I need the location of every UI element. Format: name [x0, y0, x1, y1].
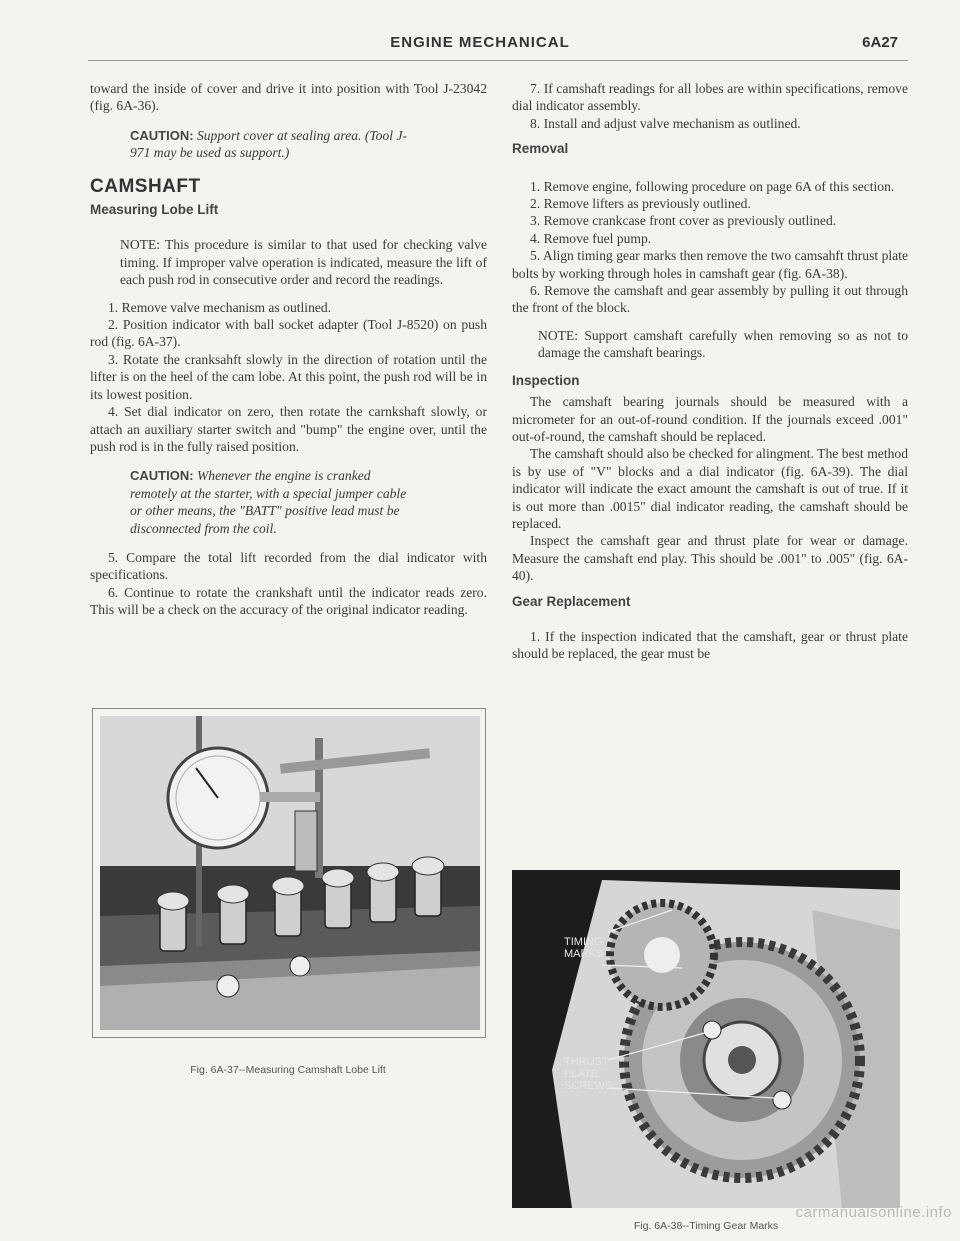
right-column [512, 80, 908, 663]
label-line: TIMING [564, 936, 603, 948]
header-rule [88, 60, 908, 61]
caution-text: Support cover at sealing area. (Tool J-971 may be used as support.) [130, 127, 408, 161]
subheading-gear-replacement: Gear Replacement [512, 593, 631, 609]
section-heading-camshaft: CAMSHAFT [90, 175, 201, 197]
inspection-paragraph-3: Inspect the camshaft gear and thrust plate for wear or damage. Measure the camshaft end play. This should be .001" to .005" (fig. 6A-40). [512, 533, 908, 584]
note-paragraph: NOTE: Support camshaft carefully when removing so as not to damage the camshaft bearings. [538, 327, 908, 361]
subheading-measuring-lobe-lift: Measuring Lobe Lift [90, 202, 219, 218]
step-2: 2. Position indicator with ball socket adapter (Tool J-8520) on push rod (fig. 6A-37). [90, 317, 487, 350]
subheading-inspection: Inspection [512, 372, 580, 388]
removal-step-2: 2. Remove lifters as previously outlined. [530, 196, 751, 212]
note-paragraph: NOTE: This procedure is similar to that used for checking valve timing. If improper valve operation is indicated, measure the lift of each push rod in consecutive order and record the readings. [120, 237, 487, 288]
step-4: 4. Set dial indicator on zero, then rotate the carnkshaft slowly, or attach an auxiliary starter switch and "bump" the engine over, until the push rod is in the fully raised position. [90, 404, 487, 454]
inspection-paragraph-1: The camshaft bearing journals should be measured with a micrometer for an out-of-round condition. If the journals exceed .001" out-of-round, the camshaft should be replaced. [512, 394, 908, 444]
caution-label: CAUTION: [130, 468, 194, 484]
figure-measuring-lobe-lift [100, 716, 480, 1030]
figure-caption: Fig. 6A-37--Measuring Camshaft Lobe Lift [190, 1064, 386, 1076]
label-timing-marks [564, 936, 603, 960]
removal-step-4: 4. Remove fuel pump. [530, 230, 652, 246]
caution-cranked-remotely [90, 467, 487, 537]
left-column [90, 80, 487, 619]
watermark: carmanualsonline.info [795, 1204, 952, 1221]
removal-step-1: 1. Remove engine, following procedure on page 6A of this section. [530, 178, 895, 194]
caution-text: Whenever the engine is cranked remotely at the starter, with a special jumper cable or other means, the "BATT" positive lead must be disconnected from the coil. [130, 468, 407, 536]
figure-timing-gear-marks [512, 870, 900, 1208]
dial-indicator-photo [100, 716, 480, 1030]
caution-support-cover [90, 127, 487, 162]
page-number: 6A27 [862, 34, 898, 51]
label-thrust-plate-screws [564, 1056, 612, 1092]
gear-step-1: 1. If the inspection indicated that the camshaft, gear or thrust plate should be replaced, the gear must be [512, 628, 908, 662]
removal-step-5: 5. Align timing gear marks then remove the two camsahft thrust plate bolts by working through holes in camshaft gear (fig. 6A-38). [512, 248, 908, 281]
step-8: 8. Install and adjust valve mechanism as outlined. [530, 115, 801, 131]
removal-step-6: 6. Remove the camshaft and gear assembly by pulling it out through the front of the block. [512, 283, 908, 316]
step-3: 3. Rotate the cranksahft slowly in the direction of rotation until the lifter is on the heel of the cam lobe. At this point, the push rod will be in its lowest position. [90, 351, 487, 402]
caution-label: CAUTION: [130, 127, 194, 143]
timing-gear-photo [512, 870, 900, 1208]
label-line: SCREWS [564, 1080, 613, 1092]
removal-step-3: 3. Remove crankcase front cover as previously outlined. [530, 213, 837, 229]
label-line: MARKS [564, 948, 604, 960]
step-1: 1. Remove valve mechanism as outlined. [108, 299, 332, 315]
step-7: 7. If camshaft readings for all lobes are within specifications, remove dial indicator assembly. [512, 81, 908, 114]
intro-paragraph: toward the inside of cover and drive it into position with Tool J-23042 (fig. 6A-36). [90, 81, 487, 114]
figure-caption: Fig. 6A-38--Timing Gear Marks [633, 1220, 779, 1232]
step-6: 6. Continue to rotate the crankshaft until the indicator reads zero. This will be a check on the accuracy of the original indicator reading. [90, 584, 487, 618]
subheading-removal: Removal [512, 141, 569, 157]
page-header-title: ENGINE MECHANICAL [390, 34, 570, 51]
label-line: THRUST [564, 1056, 609, 1068]
inspection-paragraph-2: The camshaft should also be checked for alingment. The best method is by use of "V" blocks and a dial indicator (fig. 6A-39). The dial indicator will indicate the exact amount the camshaft is out of true. If it is out more than .0015" dial indicator reading, the camshaft should be replaced. [512, 446, 908, 531]
step-5: 5. Compare the total lift recorded from the dial indicator with specifications. [90, 549, 487, 583]
label-line: PLATE [564, 1068, 599, 1080]
